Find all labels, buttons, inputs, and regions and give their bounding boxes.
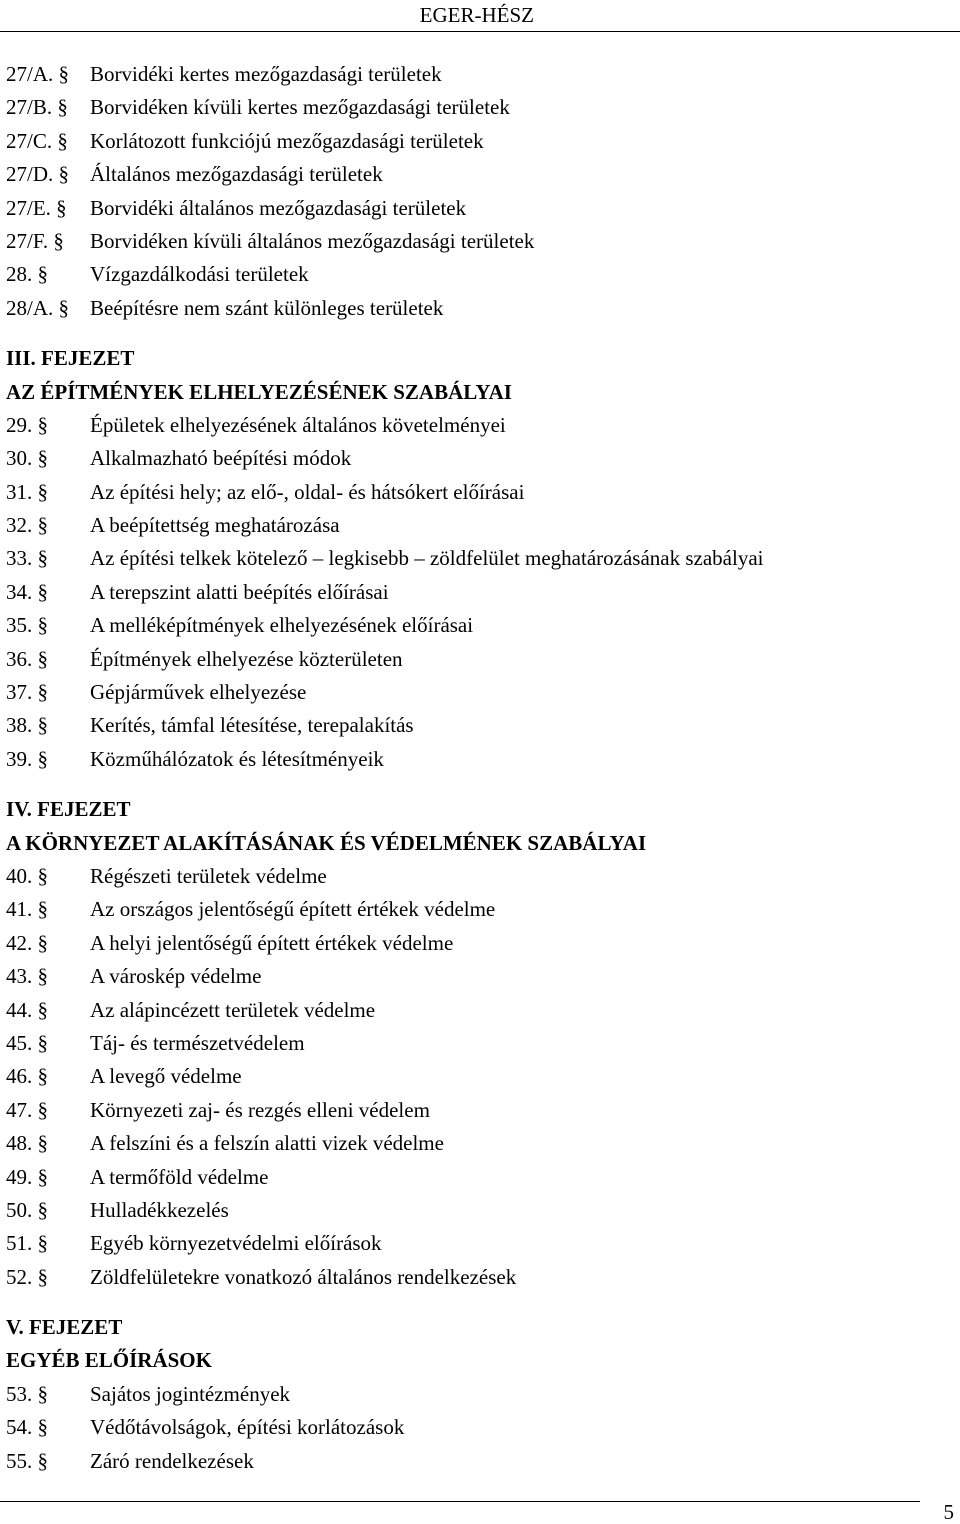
toc-entry: [6, 476, 946, 509]
toc-entry: [6, 860, 946, 893]
section-title: A beépítettség meghatározása: [90, 513, 340, 538]
section-title: Borvidéki kertes mezőgazdasági területek: [90, 62, 442, 86]
footer-divider: [0, 1501, 920, 1502]
section-title: A termőföld védelme: [90, 1164, 269, 1189]
section-number: 47. §: [6, 1097, 48, 1122]
section-spacer: [6, 776, 946, 793]
chapter-label: IV. FEJEZET: [6, 797, 131, 822]
section-title: Korlátozott funkciójú mezőgazdasági területek: [90, 128, 484, 153]
section-title: Régészeti területek védelme: [90, 863, 327, 888]
section-number: 52. §: [6, 1264, 48, 1289]
section-number: 39. §: [6, 746, 48, 771]
section-title: A levegő védelme: [90, 1064, 242, 1089]
section-number: 27/C. §: [6, 128, 68, 153]
toc-entry: [6, 1127, 946, 1160]
toc-entry: [6, 1227, 946, 1260]
toc-entry: [6, 91, 946, 124]
page-number: 5: [943, 1500, 954, 1524]
section-number: 51. §: [6, 1231, 48, 1256]
chapter-title: EGYÉB ELŐÍRÁSOK: [6, 1348, 212, 1373]
section-number: 27/F. §: [6, 228, 64, 253]
toc-entry: [6, 709, 946, 742]
toc-entry: [6, 1194, 946, 1227]
toc-entry: [6, 442, 946, 475]
section-title: Általános mezőgazdasági területek: [90, 162, 383, 187]
toc-entry: [6, 609, 946, 642]
section-number: 50. §: [6, 1197, 48, 1222]
section-number: 54. §: [6, 1415, 48, 1440]
section-title: Alkalmazható beépítési módok: [90, 446, 352, 471]
toc-entry: [6, 927, 946, 960]
section-title: Környezeti zaj- és rezgés elleni védelem: [90, 1097, 430, 1122]
section-number: 36. §: [6, 646, 48, 671]
section-title: Közműhálózatok és létesítményeik: [90, 746, 384, 771]
toc-entry: [6, 1378, 946, 1411]
chapter-label: III. FEJEZET: [6, 346, 135, 371]
toc-entry: [6, 994, 946, 1027]
section-number: 30. §: [6, 446, 48, 471]
section-number: 35. §: [6, 613, 48, 638]
section-number: 53. §: [6, 1381, 48, 1406]
section-title: Gépjárművek elhelyezése: [90, 680, 307, 705]
section-number: 40. §: [6, 863, 48, 888]
chapter-title: A KÖRNYEZET ALAKÍTÁSÁNAK ÉS VÉDELMÉNEK SZABÁLYAI: [6, 830, 647, 855]
toc-entry: [6, 258, 946, 291]
document-header-title: EGER-HÉSZ: [419, 3, 534, 27]
toc-entry: [6, 576, 946, 609]
section-title: Sajátos jogintézmények: [90, 1381, 291, 1406]
section-title: Egyéb környezetvédelmi előírások: [90, 1231, 382, 1256]
section-number: 38. §: [6, 713, 48, 738]
section-number: 46. §: [6, 1064, 48, 1089]
toc-entry: [6, 409, 946, 442]
toc-entry: [6, 542, 946, 575]
section-title: Borvidéken kívüli általános mezőgazdasági területek: [90, 228, 535, 253]
section-title: A terepszint alatti beépítés előírásai: [90, 579, 389, 604]
toc-entry: [6, 292, 946, 325]
section-number: 43. §: [6, 964, 48, 989]
toc-entry: [6, 643, 946, 676]
section-number: 45. §: [6, 1030, 48, 1055]
table-of-contents: [6, 58, 946, 1478]
section-title: Védőtávolságok, építési korlátozások: [90, 1415, 405, 1440]
section-number: 28/A. §: [6, 295, 69, 320]
section-spacer: [6, 1294, 946, 1311]
header-divider: [0, 31, 960, 32]
section-number: 55. §: [6, 1448, 48, 1473]
toc-entry: [6, 893, 946, 926]
section-number: 37. §: [6, 680, 48, 705]
toc-entry: [6, 192, 946, 225]
section-number: 28. §: [6, 262, 48, 287]
section-title: Táj- és természetvédelem: [90, 1030, 305, 1055]
toc-section: [6, 58, 946, 325]
section-number: 41. §: [6, 897, 48, 922]
section-title: A felszíni és a felszín alatti vizek védelme: [90, 1131, 444, 1156]
section-title: Épületek elhelyezésének általános követelményei: [90, 412, 506, 437]
section-number: 32. §: [6, 513, 48, 538]
toc-entry: [6, 676, 946, 709]
toc-entry: [6, 225, 946, 258]
section-title: Záró rendelkezések: [90, 1448, 254, 1473]
toc-section: [6, 776, 946, 1294]
section-number: 27/B. §: [6, 95, 68, 120]
section-title: Építmények elhelyezése közterületen: [90, 646, 403, 671]
toc-entry: [6, 1161, 946, 1194]
toc-entry: [6, 1411, 946, 1444]
toc-entry: [6, 125, 946, 158]
section-number: 42. §: [6, 930, 48, 955]
section-number: 27/A. §: [6, 62, 69, 86]
section-title: Vízgazdálkodási területek: [90, 262, 309, 287]
toc-entry: [6, 960, 946, 993]
section-title: Zöldfelületekre vonatkozó általános rendelkezések: [90, 1264, 517, 1289]
section-title: Az országos jelentőségű épített értékek védelme: [90, 897, 496, 922]
chapter-title: AZ ÉPÍTMÉNYEK ELHELYEZÉSÉNEK SZABÁLYAI: [6, 379, 512, 404]
section-title: Borvidéken kívüli kertes mezőgazdasági területek: [90, 95, 510, 120]
toc-entry: [6, 743, 946, 776]
section-title: Az építési telkek kötelező – legkisebb – zöldfelület meghatározásának szabályai: [90, 546, 764, 571]
section-number: 31. §: [6, 479, 48, 504]
section-number: 27/E. §: [6, 195, 67, 220]
section-title: A városkép védelme: [90, 964, 262, 989]
section-title: Beépítésre nem szánt különleges területek: [90, 295, 444, 320]
toc-entry: [6, 1060, 946, 1093]
section-title: A melléképítmények elhelyezésének előírásai: [90, 613, 474, 638]
section-number: 33. §: [6, 546, 48, 571]
section-number: 27/D. §: [6, 162, 69, 187]
section-title: Borvidéki általános mezőgazdasági területek: [90, 195, 467, 220]
section-number: 49. §: [6, 1164, 48, 1189]
section-number: 29. §: [6, 412, 48, 437]
section-title: Hulladékkezelés: [90, 1197, 229, 1222]
section-number: 44. §: [6, 997, 48, 1022]
toc-entry: [6, 58, 946, 91]
section-title: Kerítés, támfal létesítése, terepalakítás: [90, 713, 414, 738]
toc-section: [6, 325, 946, 776]
toc-entry: [6, 509, 946, 542]
toc-entry: [6, 158, 946, 191]
section-number: 34. §: [6, 579, 48, 604]
chapter-label: V. FEJEZET: [6, 1315, 123, 1340]
section-number: 48. §: [6, 1131, 48, 1156]
page-header: [0, 0, 960, 32]
toc-entry: [6, 1261, 946, 1294]
toc-section: [6, 1294, 946, 1478]
toc-entry: [6, 1445, 946, 1478]
toc-entry: [6, 1027, 946, 1060]
section-title: Az alápincézett területek védelme: [90, 997, 376, 1022]
section-title: A helyi jelentőségű épített értékek védelme: [90, 930, 454, 955]
section-title: Az építési hely; az elő-, oldal- és hátsókert előírásai: [90, 479, 525, 504]
toc-entry: [6, 1094, 946, 1127]
section-spacer: [6, 325, 946, 342]
